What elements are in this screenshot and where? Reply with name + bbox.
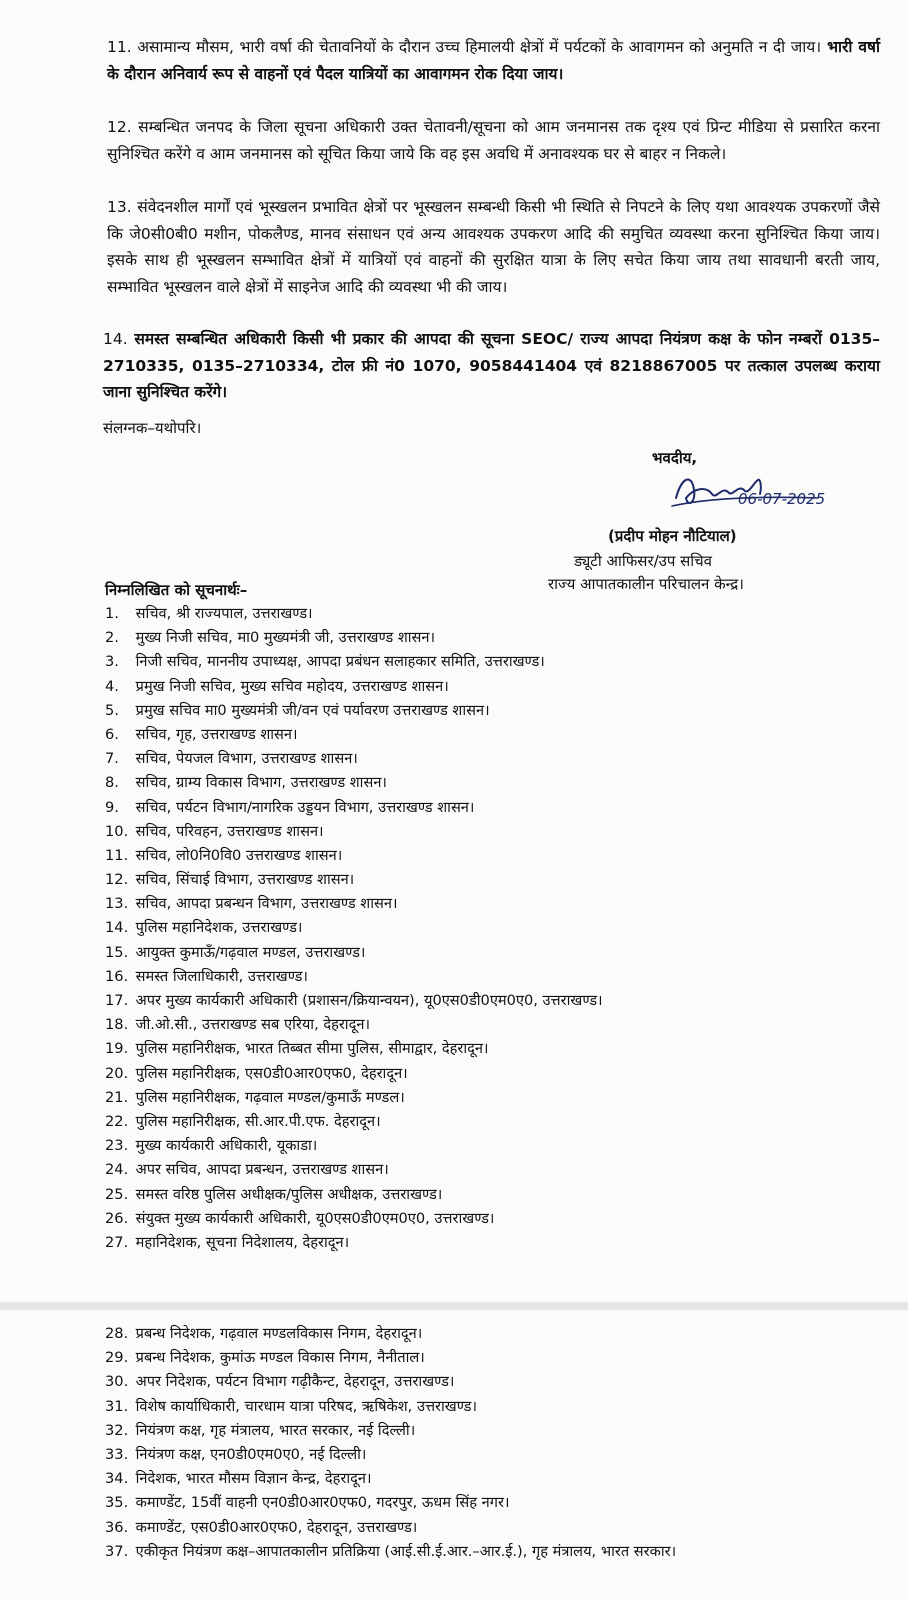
- list-item: [105, 1013, 603, 1037]
- paragraph-12: [107, 114, 880, 167]
- list-item-number: 27.: [105, 1233, 129, 1251]
- signature-date: 06-07-2025: [738, 490, 826, 508]
- list-item: [105, 675, 603, 699]
- handwritten-signature: [668, 468, 838, 520]
- paragraph-text: संवेदनशील मार्गों एवं भूस्खलन प्रभावित क्षेत्रों पर भूस्खलन सम्बन्धी किसी भी स्थिति से निपटने के लिए यथा आवश्यक उपकरणों जैसे कि जे0सी0बी0 मशीन, पोकलैण्ड, मानव संसाधन एवं अन्य आवश्यक उपकरण आदि की समुचित व्यवस्था करना सुनिश्चित किया जाय। इसके साथ ही भूस्खलन सम्भावित क्षेत्रों में यात्रियों एवं वाहनों की सुरक्षित यात्रा के लिए सचेत किया जाय तथा सावधानी बरती जाय, सम्भावित भूस्खलन वाले क्षेत्रों में साइनेज आदि की व्यवस्था भी की जाय।: [107, 198, 880, 296]
- list-item: [105, 1491, 676, 1515]
- list-item-number: 25.: [105, 1185, 129, 1203]
- enclosure-note: संलग्नक–यथोपरि।: [103, 419, 202, 437]
- list-item-text: सचिव, ग्राम्य विकास विभाग, उत्तराखण्ड शासन।: [135, 774, 387, 792]
- list-item-text: सचिव, लो0नि0वि0 उत्तराखण्ड शासन।: [135, 846, 343, 864]
- list-item-text: कमाण्डेंट, एस0डी0आर0एफ0, देहरादून, उत्तराखण्ड।: [135, 1518, 418, 1536]
- list-item-text: निदेशक, भारत मौसम विज्ञान केन्द्र, देहरादून।: [135, 1470, 372, 1488]
- list-item-number: 10.: [105, 822, 129, 840]
- list-item-number: 18.: [105, 1016, 129, 1034]
- list-item-text: मुख्य निजी सचिव, मा0 मुख्यमंत्री जी, उत्तराखण्ड शासन।: [135, 629, 436, 647]
- list-item: [105, 892, 603, 916]
- list-item-text: सचिव, गृह, उत्तराखण्ड शासन।: [135, 725, 298, 743]
- paragraph-13: [107, 194, 880, 300]
- list-item: [105, 796, 603, 820]
- list-item: [105, 1134, 603, 1158]
- paragraph-11: [107, 34, 880, 87]
- list-item-number: 12.: [105, 871, 129, 889]
- list-item: [105, 868, 603, 892]
- list-item: [105, 989, 603, 1013]
- list-item: [105, 844, 603, 868]
- list-item-number: 32.: [105, 1421, 129, 1439]
- list-item-text: सचिव, सिंचाई विभाग, उत्तराखण्ड शासन।: [135, 871, 355, 889]
- list-item-text: समस्त जिलाधिकारी, उत्तराखण्ड।: [135, 967, 308, 985]
- list-item-text: सचिव, पर्यटन विभाग/नागरिक उड्डयन विभाग, उत्तराखण्ड शासन।: [135, 798, 475, 816]
- list-item-text: प्रबन्ध निदेशक, गढ़वाल मण्डलविकास निगम, देहरादून।: [135, 1325, 423, 1342]
- paragraph-text: सम्बन्धित जनपद के जिला सूचना अधिकारी उक्त चेतावनी/सूचना को आम जनमानस तक दृश्य एवं प्रिन्ट मीडिया से प्रसारित करना सुनिश्चित करेंगे व आम जनमानस को सूचित किया जाये कि वह इस अवधि में अनावश्यक घर से बाहर न निकले।: [107, 118, 880, 163]
- list-item-number: 35.: [105, 1494, 129, 1512]
- list-item: [105, 941, 603, 965]
- document-page-2: [0, 1310, 908, 1600]
- paragraph-14: [103, 326, 880, 406]
- list-item-number: 37.: [105, 1542, 129, 1560]
- paragraph-bold-text: भारी वर्षा के दौरान अनिवार्य रूप से वाहनों एवं पैदल यात्रियों का आवागमन रोक दिया जाय।: [107, 38, 880, 83]
- paragraph-number: 13.: [107, 198, 132, 216]
- list-item-number: 28.: [105, 1325, 129, 1342]
- list-item: [105, 1322, 676, 1346]
- list-item-text: निजी सचिव, माननीय उपाध्यक्ष, आपदा प्रबंधन सलाहकार समिति, उत्तराखण्ड।: [135, 653, 545, 671]
- list-item: [105, 1086, 603, 1110]
- list-item-number: 3.: [105, 653, 119, 671]
- list-item: [105, 916, 603, 940]
- list-item-text: मुख्य कार्यकारी अधिकारी, यूकाडा।: [135, 1137, 318, 1155]
- list-item-text: जी.ओ.सी., उत्तराखण्ड सब एरिया, देहरादून।: [135, 1016, 370, 1034]
- signatory-designation: ड्यूटी आफिसर/उप सचिव: [574, 552, 713, 570]
- list-item-text: पुलिस महानिरीक्षक, एस0डी0आर0एफ0, देहरादून।: [135, 1064, 408, 1082]
- list-item-number: 22.: [105, 1112, 129, 1130]
- list-item-number: 29.: [105, 1349, 129, 1367]
- list-item-number: 17.: [105, 992, 129, 1009]
- list-item: [105, 1207, 603, 1231]
- list-item-number: 16.: [105, 967, 129, 985]
- paragraph-bold-text: समस्त सम्बन्धित अधिकारी किसी भी प्रकार की आपदा की सूचना SEOC/ राज्य आपदा नियंत्रण कक्ष के फोन नम्बरों 0135–2710335, 0135–2710334, टोल फ्री नं0 1070, 9058441404 एवं 8218867005 पर तत्काल उपलब्ध कराया जाना सुनिश्चित करेंगे।: [103, 330, 880, 401]
- list-item-number: 26.: [105, 1209, 129, 1227]
- list-item-number: 5.: [105, 701, 119, 719]
- list-item-number: 30.: [105, 1373, 129, 1391]
- list-item: [105, 1370, 676, 1394]
- list-item-text: सचिव, पेयजल विभाग, उत्तराखण्ड शासन।: [135, 750, 358, 768]
- list-item-number: 36.: [105, 1518, 129, 1536]
- list-item-number: 6.: [105, 725, 119, 743]
- list-item-text: अपर निदेशक, पर्यटन विभाग गढ़ीकैन्ट, देहरादून, उत्तराखण्ड।: [135, 1373, 455, 1391]
- list-item-number: 34.: [105, 1470, 129, 1488]
- copy-to-heading: निम्नलिखित को सूचनार्थः–: [105, 581, 248, 599]
- list-item-text: अपर मुख्य कार्यकारी अधिकारी (प्रशासन/क्रियान्वयन), यू0एस0डी0एम0ए0, उत्तराखण्ड।: [135, 992, 603, 1009]
- list-item-number: 8.: [105, 774, 119, 792]
- list-item-number: 9.: [105, 798, 119, 816]
- list-item: [105, 1467, 676, 1491]
- list-item-number: 13.: [105, 895, 129, 913]
- list-item: [105, 1516, 676, 1540]
- list-item: [105, 626, 603, 650]
- list-item-text: नियंत्रण कक्ष, एन0डी0एम0ए0, नई दिल्ली।: [135, 1445, 367, 1463]
- list-item: [105, 771, 603, 795]
- list-item-text: कमाण्डेंट, 15वीं वाहनी एन0डी0आर0एफ0, गदरपुर, ऊधम सिंह नगर।: [135, 1494, 510, 1512]
- list-item-number: 19.: [105, 1040, 129, 1058]
- list-item-text: प्रमुख सचिव मा0 मुख्यमंत्री जी/वन एवं पर्यावरण उत्तराखण्ड शासन।: [135, 701, 490, 719]
- list-item-number: 2.: [105, 629, 119, 647]
- list-item: [105, 1395, 676, 1419]
- list-item: [105, 1183, 603, 1207]
- list-item: [105, 650, 603, 674]
- list-item: [105, 747, 603, 771]
- signatory-name: (प्रदीप मोहन नौटियाल): [608, 527, 737, 545]
- paragraph-number: 14.: [103, 330, 128, 348]
- salutation: भवदीय,: [652, 449, 698, 467]
- list-item-number: 31.: [105, 1397, 129, 1415]
- list-item-text: पुलिस महानिदेशक, उत्तराखण्ड।: [135, 919, 303, 937]
- list-item-text: पुलिस महानिरीक्षक, भारत तिब्बत सीमा पुलिस, सीमाद्वार, देहरादून।: [135, 1040, 489, 1058]
- list-item-text: नियंत्रण कक्ष, गृह मंत्रालय, भारत सरकार, नई दिल्ली।: [135, 1421, 416, 1439]
- list-item: [105, 1346, 676, 1370]
- copy-to-list: [105, 602, 603, 1255]
- list-item-number: 33.: [105, 1445, 129, 1463]
- list-item: [105, 1037, 603, 1061]
- list-item-text: समस्त वरिष्ठ पुलिस अधीक्षक/पुलिस अधीक्षक, उत्तराखण्ड।: [135, 1185, 443, 1203]
- list-item: [105, 820, 603, 844]
- list-item-text: सचिव, आपदा प्रबन्धन विभाग, उत्तराखण्ड शासन।: [135, 895, 398, 913]
- list-item-number: 21.: [105, 1088, 129, 1106]
- list-item-text: महानिदेशक, सूचना निदेशालय, देहरादून।: [135, 1233, 350, 1251]
- list-item-text: आयुक्त कुमाऊँ/गढ़वाल मण्डल, उत्तराखण्ड।: [135, 943, 366, 961]
- signatory-office: राज्य आपातकालीन परिचालन केन्द्र।: [548, 575, 744, 593]
- list-item-text: सचिव, श्री राज्यपाल, उत्तराखण्ड।: [135, 605, 313, 622]
- list-item-text: पुलिस महानिरीक्षक, सी.आर.पी.एफ. देहरादून।: [135, 1112, 381, 1130]
- list-item-number: 24.: [105, 1161, 129, 1179]
- list-item-text: प्रमुख निजी सचिव, मुख्य सचिव महोदय, उत्तराखण्ड शासन।: [135, 677, 449, 695]
- paragraph-text: असामान्य मौसम, भारी वर्षा की चेतावनियों के दौरान उच्च हिमालयी क्षेत्रों में पर्यटकों के आवागमन को अनुमति न दी जाय।: [137, 38, 822, 56]
- list-item-text: अपर सचिव, आपदा प्रबन्धन, उत्तराखण्ड शासन।: [135, 1161, 389, 1179]
- list-item-number: 23.: [105, 1137, 129, 1155]
- list-item: [105, 1419, 676, 1443]
- list-item: [105, 1443, 676, 1467]
- list-item-number: 7.: [105, 750, 119, 768]
- list-item-text: एकीकृत नियंत्रण कक्ष–आपातकालीन प्रतिक्रिया (आई.सी.ई.आर.–आर.ई.), गृह मंत्रालय, भारत सरकार।: [135, 1542, 677, 1560]
- list-item: [105, 699, 603, 723]
- list-item: [105, 1062, 603, 1086]
- page-separator: [0, 1302, 920, 1310]
- list-item: [105, 965, 603, 989]
- list-item-number: 1.: [105, 605, 119, 622]
- copy-to-list-continued: [105, 1322, 676, 1564]
- list-item-number: 20.: [105, 1064, 129, 1082]
- list-item-text: संयुक्त मुख्य कार्यकारी अधिकारी, यू0एस0डी0एम0ए0, उत्तराखण्ड।: [135, 1209, 495, 1227]
- list-item: [105, 1231, 603, 1255]
- list-item-text: विशेष कार्याधिकारी, चारधाम यात्रा परिषद, ऋषिकेश, उत्तराखण्ड।: [135, 1397, 478, 1415]
- paragraph-number: 12.: [107, 118, 132, 136]
- list-item-number: 14.: [105, 919, 129, 937]
- page-edge: [908, 0, 920, 1600]
- list-item: [105, 723, 603, 747]
- list-item: [105, 1110, 603, 1134]
- list-item-number: 15.: [105, 943, 129, 961]
- list-item: [105, 602, 603, 626]
- paragraph-number: 11.: [107, 38, 132, 56]
- list-item-number: 11.: [105, 846, 129, 864]
- list-item: [105, 1158, 603, 1182]
- list-item-text: प्रबन्ध निदेशक, कुमांऊ मण्डल विकास निगम, नैनीताल।: [135, 1349, 425, 1367]
- list-item: [105, 1540, 676, 1564]
- list-item-text: सचिव, परिवहन, उत्तराखण्ड शासन।: [135, 822, 324, 840]
- list-item-number: 4.: [105, 677, 119, 695]
- list-item-text: पुलिस महानिरीक्षक, गढ़वाल मण्डल/कुमाऊँ मण्डल।: [135, 1088, 405, 1106]
